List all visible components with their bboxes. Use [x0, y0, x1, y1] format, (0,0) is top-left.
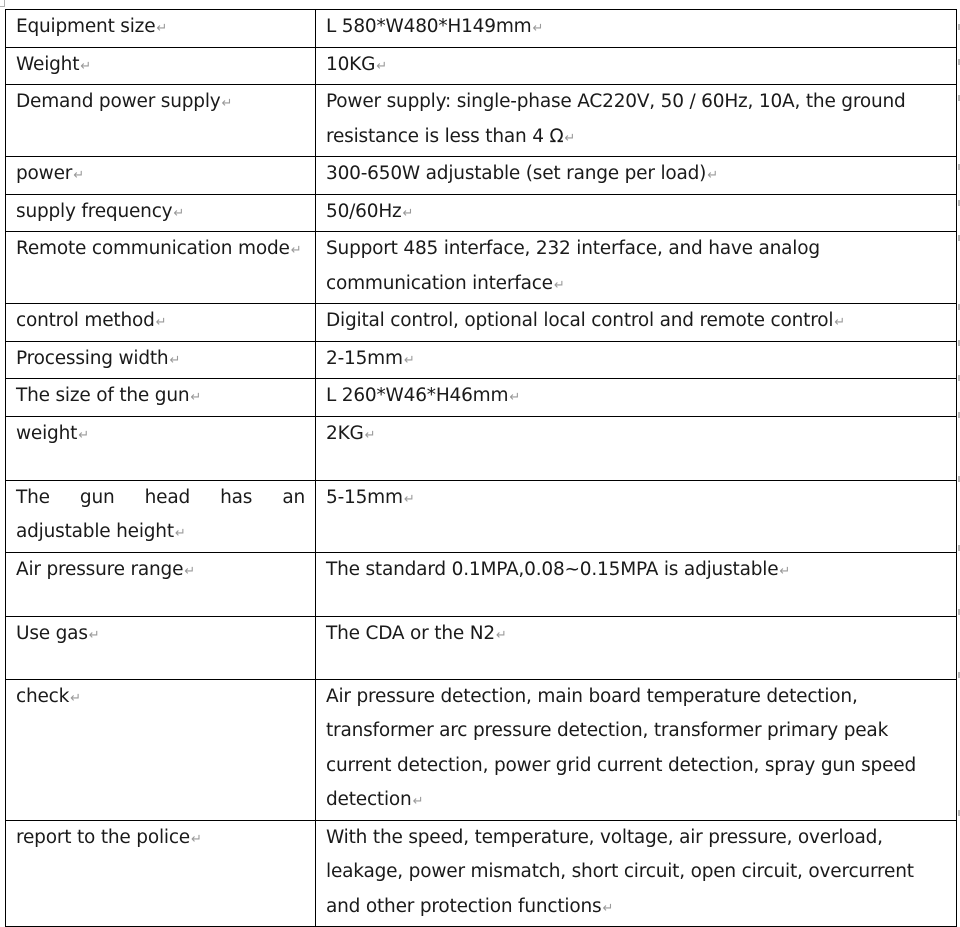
- row-value: [316, 552, 957, 616]
- paragraph-mark-icon: [707, 168, 718, 183]
- row-label: [6, 232, 316, 304]
- label-text: supply frequency: [16, 200, 173, 222]
- row-value: [316, 232, 957, 304]
- value-text: 10KG: [326, 53, 376, 75]
- value-text: 2KG: [326, 422, 364, 444]
- paragraph-mark-icon: [554, 278, 565, 293]
- row-value: [316, 480, 957, 552]
- row-label: [6, 85, 316, 157]
- label-text: check: [16, 685, 70, 707]
- paragraph-mark-icon: [376, 59, 387, 74]
- row-value: [316, 341, 957, 379]
- row-value: [316, 679, 957, 820]
- row-value: [316, 194, 957, 232]
- row-value: [316, 416, 957, 480]
- label-text: Air pressure range: [16, 558, 184, 580]
- paragraph-mark-icon: [70, 691, 81, 706]
- paragraph-mark-icon: [404, 353, 415, 368]
- paragraph-mark-icon: [291, 243, 302, 258]
- value-text: Support 485 interface, 232 interface, and have analog communication interface: [326, 238, 820, 294]
- row-label: [6, 480, 316, 552]
- paragraph-mark-icon: [80, 59, 91, 74]
- paragraph-mark-icon: [779, 564, 790, 579]
- table-row: [6, 157, 957, 195]
- table-row: [6, 552, 957, 616]
- table-row: [6, 820, 957, 927]
- paragraph-mark-icon: [191, 832, 202, 847]
- row-value: [316, 820, 957, 927]
- row-value: [316, 304, 957, 342]
- table-row: [6, 416, 957, 480]
- value-text: The standard 0.1MPA,0.08~0.15MPA is adjustable: [326, 558, 779, 580]
- row-value: [316, 47, 957, 85]
- label-text: Weight: [16, 53, 80, 75]
- paragraph-mark-icon: [834, 315, 845, 330]
- paragraph-mark-icon: [156, 315, 167, 330]
- paragraph-mark-icon: [222, 96, 233, 111]
- paragraph-mark-icon: [365, 428, 376, 443]
- paragraph-mark-icon: [403, 206, 414, 221]
- row-label: [6, 304, 316, 342]
- label-text: Demand power supply: [16, 91, 221, 112]
- value-text: L 580*W480*H149mm: [326, 16, 532, 37]
- paragraph-mark-icon: [190, 390, 201, 405]
- spec-table: [5, 9, 957, 927]
- paragraph-mark-icon: [78, 428, 89, 443]
- paragraph-mark-icon: [156, 21, 167, 36]
- table-row: [6, 679, 957, 820]
- paragraph-mark-icon: [509, 390, 520, 405]
- table-row: [6, 341, 957, 379]
- row-label: [6, 341, 316, 379]
- label-text: power: [16, 163, 73, 184]
- row-label: [6, 552, 316, 616]
- value-text: Power supply: single-phase AC220V, 50 / 60Hz, 10A, the ground resistance is less than 4 Ω: [326, 91, 906, 147]
- value-text: L 260*W46*H46mm: [326, 385, 509, 406]
- table-row: [6, 232, 957, 304]
- row-value: [316, 157, 957, 195]
- paragraph-mark-icon: [602, 901, 613, 916]
- label-text: Processing width: [16, 347, 169, 369]
- paragraph-mark-icon: [73, 168, 84, 183]
- row-label: [6, 47, 316, 85]
- label-text: weight: [16, 422, 78, 444]
- row-label: [6, 379, 316, 417]
- row-value: [316, 85, 957, 157]
- paragraph-mark-icon: [184, 564, 195, 579]
- label-text: The size of the gun: [16, 385, 190, 406]
- table-row: [6, 10, 957, 48]
- row-label: [6, 10, 316, 48]
- value-text: Digital control, optional local control and remote control: [326, 310, 834, 331]
- paragraph-mark-icon: [564, 131, 575, 146]
- table-row: [6, 85, 957, 157]
- value-text: 50/60Hz: [326, 200, 402, 222]
- value-text: 5-15mm: [326, 486, 403, 508]
- label-text: control method: [16, 310, 155, 331]
- table-row: [6, 47, 957, 85]
- table-row: [6, 194, 957, 232]
- table-row: [6, 480, 957, 552]
- row-value: [316, 10, 957, 48]
- row-label: [6, 616, 316, 679]
- label-text: The gun head has an adjustable height: [16, 486, 305, 542]
- value-text: The CDA or the N2: [326, 622, 495, 644]
- row-label: [6, 820, 316, 927]
- row-label: [6, 157, 316, 195]
- paragraph-mark-icon: [532, 21, 543, 36]
- row-label: [6, 194, 316, 232]
- paragraph-mark-icon: [175, 526, 186, 541]
- row-value: [316, 379, 957, 417]
- paragraph-mark-icon: [413, 794, 424, 809]
- label-text: Remote communication mode: [16, 238, 290, 259]
- paragraph-mark-icon: [89, 628, 100, 643]
- label-text: Use gas: [16, 622, 88, 644]
- value-text: With the speed, temperature, voltage, air pressure, overload, leakage, power mismatch, short circuit, open circuit, overcurrent and other protection functions: [326, 826, 914, 917]
- paragraph-mark-icon: [496, 628, 507, 643]
- row-value: [316, 616, 957, 679]
- value-text: 2-15mm: [326, 347, 403, 369]
- label-text: Equipment size: [16, 16, 156, 37]
- paragraph-mark-icon: [404, 492, 415, 507]
- table-row: [6, 616, 957, 679]
- row-label: [6, 416, 316, 480]
- table-row: [6, 304, 957, 342]
- page-corner-mark: [0, 0, 5, 7]
- paragraph-mark-icon: [169, 353, 180, 368]
- value-text: 300-650W adjustable (set range per load): [326, 163, 707, 184]
- value-text: Air pressure detection, main board temperature detection, transformer arc pressure detection, transformer primary peak current detection, power grid current detection, spray gun speed detection: [326, 685, 916, 810]
- label-text: report to the police: [16, 826, 190, 848]
- row-label: [6, 679, 316, 820]
- table-row: [6, 379, 957, 417]
- paragraph-mark-icon: [173, 206, 184, 221]
